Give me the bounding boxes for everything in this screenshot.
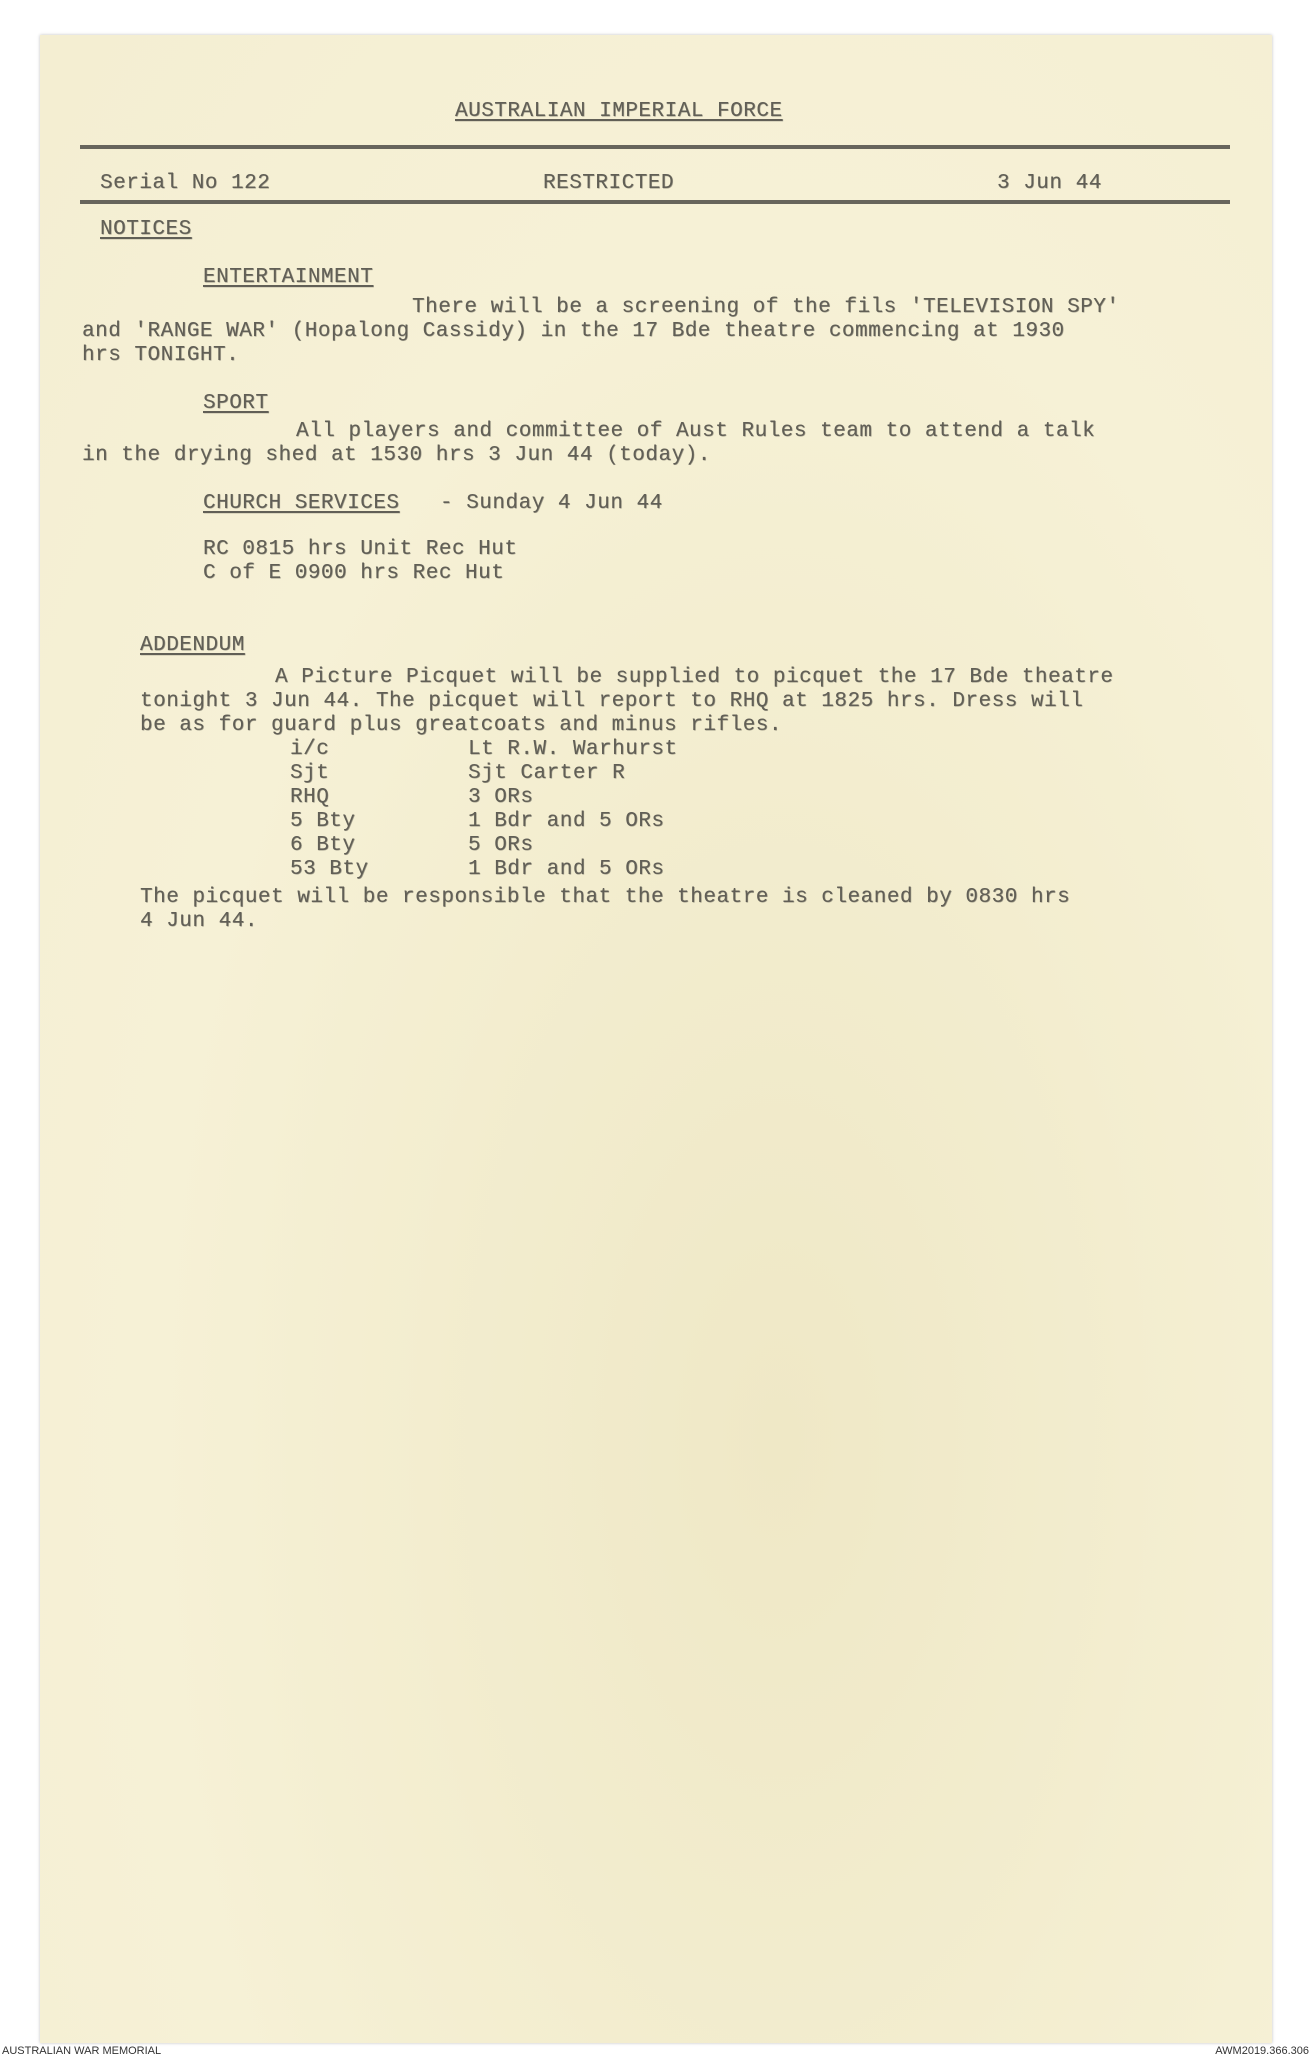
addendum-closing-line: 4 Jun 44. xyxy=(140,910,258,933)
header-rule-bottom xyxy=(80,200,1230,204)
footer-accession-number: AWM2019.366.306 xyxy=(1215,2045,1309,2057)
addendum-line: A Picture Picquet will be supplied to picquet the 17 Bde theatre xyxy=(275,666,1114,689)
footer-credit: AUSTRALIAN WAR MEMORIAL xyxy=(2,2045,162,2057)
addendum-line: tonight 3 Jun 44. The picquet will report to RHQ at 1825 hrs. Dress will xyxy=(140,690,1084,713)
roster-unit: Sjt xyxy=(290,762,330,785)
roster-unit: RHQ xyxy=(290,786,330,809)
serial-number: Serial No 122 xyxy=(100,172,271,195)
roster-detail: Lt R.W. Warhurst xyxy=(468,738,678,761)
notices-heading: NOTICES xyxy=(100,218,192,241)
roster-detail: 3 ORs xyxy=(468,786,534,809)
roster-detail: 5 ORs xyxy=(468,834,534,857)
church-service-line: C of E 0900 hrs Rec Hut xyxy=(203,562,505,585)
entertainment-line: There will be a screening of the fils 'TELEVISION SPY' xyxy=(412,296,1120,319)
roster-unit: 53 Bty xyxy=(290,858,369,881)
roster-unit: 6 Bty xyxy=(290,834,356,857)
addendum-line: be as for guard plus greatcoats and minus rifles. xyxy=(140,714,783,737)
church-heading: CHURCH SERVICES xyxy=(203,492,400,515)
addendum-heading: ADDENDUM xyxy=(140,634,245,657)
roster-detail: 1 Bdr and 5 ORs xyxy=(468,810,665,833)
classification: RESTRICTED xyxy=(543,172,675,195)
document-date: 3 Jun 44 xyxy=(997,172,1102,195)
church-service-line: RC 0815 hrs Unit Rec Hut xyxy=(203,538,518,561)
entertainment-heading: ENTERTAINMENT xyxy=(203,266,374,289)
sport-line: All players and committee of Aust Rules team to attend a talk xyxy=(296,420,1096,443)
church-date: - Sunday 4 Jun 44 xyxy=(440,492,663,515)
document-title: AUSTRALIAN IMPERIAL FORCE xyxy=(455,100,783,123)
entertainment-line: and 'RANGE WAR' (Hopalong Cassidy) in the 17 Bde theatre commencing at 1930 xyxy=(82,320,1065,343)
addendum-closing-line: The picquet will be responsible that the theatre is cleaned by 0830 hrs xyxy=(140,886,1071,909)
roster-unit: 5 Bty xyxy=(290,810,356,833)
roster-detail: Sjt Carter R xyxy=(468,762,626,785)
sport-line: in the drying shed at 1530 hrs 3 Jun 44 (today). xyxy=(82,444,711,467)
sport-heading: SPORT xyxy=(203,392,269,415)
entertainment-line: hrs TONIGHT. xyxy=(82,344,240,367)
header-rule-top xyxy=(80,145,1230,149)
roster-detail: 1 Bdr and 5 ORs xyxy=(468,858,665,881)
roster-unit: i/c xyxy=(290,738,330,761)
